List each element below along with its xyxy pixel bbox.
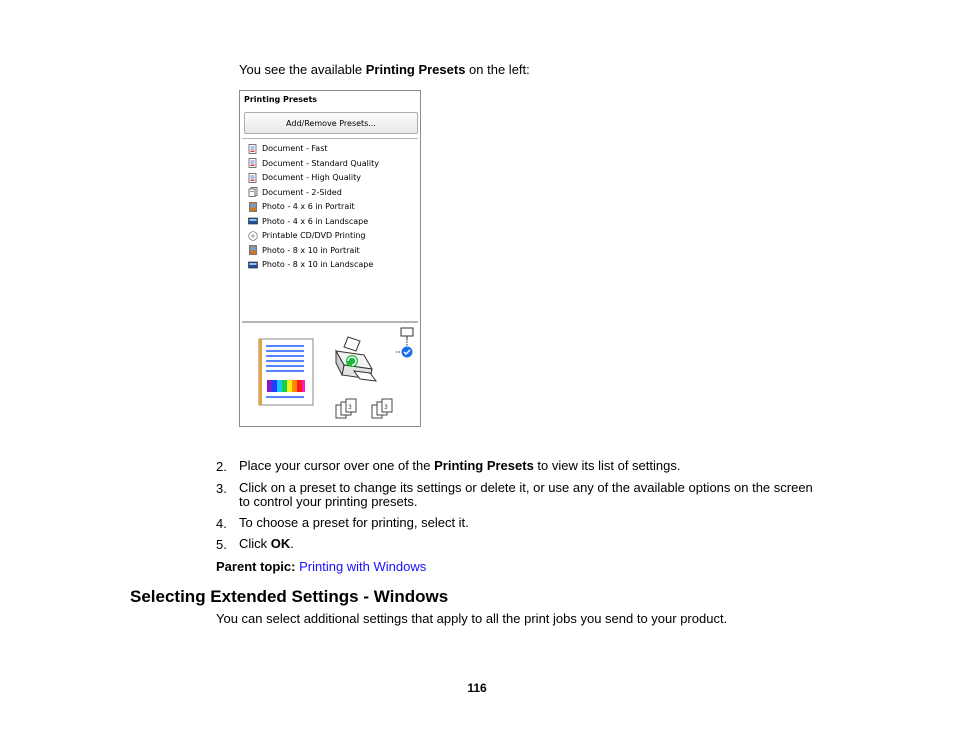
add-remove-presets-button[interactable]: Add/Remove Presets... (244, 112, 418, 134)
photo-portrait-icon (248, 202, 258, 212)
parent-topic: Parent topic: Printing with Windows (216, 559, 427, 574)
preset-label: Photo - 8 x 10 in Portrait (262, 245, 360, 255)
document-icon (248, 173, 258, 183)
collate-icon (372, 399, 392, 418)
preset-label: Photo - 4 x 6 in Landscape (262, 216, 369, 226)
section-description: You can select additional settings that apply to all the print jobs you send to your product. (216, 611, 728, 626)
preset-cd-dvd[interactable] (248, 229, 365, 242)
document-icon (248, 144, 258, 154)
preset-label: Document - High Quality (262, 173, 361, 182)
preset-document-high[interactable] (248, 171, 361, 184)
document-icon (248, 158, 258, 168)
collate-icon (336, 399, 356, 418)
panel-title: Printing Presets (244, 95, 318, 104)
parent-topic-link[interactable]: Printing with Windows (299, 559, 427, 574)
preset-preview (242, 322, 418, 425)
preset-photo-4x6-landscape[interactable] (248, 215, 368, 228)
paper-preview-icon (259, 339, 313, 405)
preset-label: Printable CD/DVD Printing (262, 231, 366, 240)
presets-list (242, 138, 418, 322)
two-sided-document-icon (248, 187, 258, 197)
monitor-check-icon (396, 328, 413, 358)
preset-photo-8x10-portrait[interactable] (248, 244, 360, 257)
photo-portrait-icon (248, 245, 258, 255)
cd-dvd-icon (248, 231, 258, 241)
preset-photo-8x10-landscape[interactable] (248, 258, 373, 271)
preset-label: Photo - 4 x 6 in Portrait (262, 202, 355, 211)
svg-text:3: 3 (348, 404, 352, 411)
photo-landscape-icon (248, 216, 258, 226)
printer-icon (336, 337, 376, 381)
preset-photo-4x6-portrait[interactable] (248, 200, 355, 213)
photo-landscape-icon (248, 260, 258, 270)
page-number: 116 (467, 681, 487, 695)
intro-text: You see the available Printing Presets on the left: (239, 62, 530, 77)
preset-label: Document - Fast (262, 144, 328, 153)
svg-text:3: 3 (384, 404, 388, 411)
printing-presets-panel (239, 90, 421, 427)
preset-label: Document - 2-Sided (262, 187, 342, 197)
section-heading: Selecting Extended Settings - Windows (130, 587, 449, 606)
preset-document-2-sided[interactable] (248, 186, 342, 199)
preset-document-fast[interactable] (248, 142, 328, 155)
print-preview-graphic (242, 323, 418, 425)
preset-label: Photo - 8 x 10 in Landscape (262, 260, 374, 269)
preset-document-standard[interactable] (248, 157, 379, 170)
preset-label: Document - Standard Quality (262, 158, 379, 168)
